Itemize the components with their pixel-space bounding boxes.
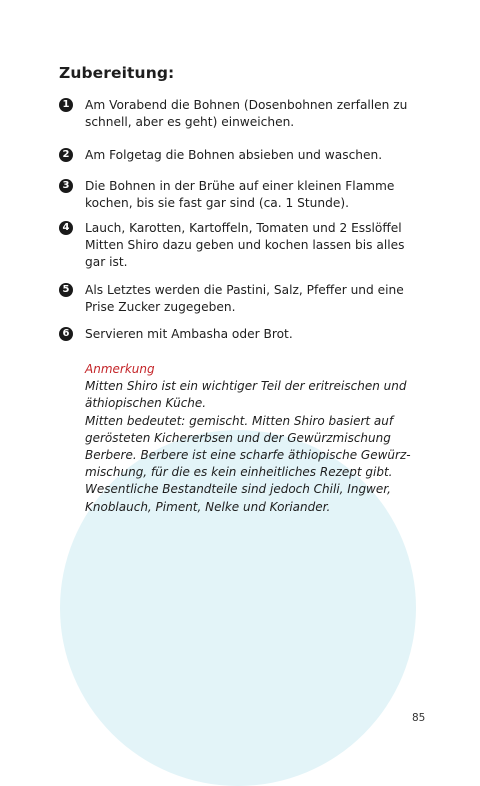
step-text-line: kochen, bis sie fast gar sind (ca. 1 Stunde).	[85, 196, 349, 210]
page-title: Zubereitung:	[59, 64, 175, 82]
step-text-line: Die Bohnen in der Brühe auf einer kleinen Flamme	[85, 179, 395, 193]
note-text-line: mischung, für die es kein einheitliches Rezept gibt.	[85, 465, 393, 480]
step-text-line: Mitten Shiro dazu geben und kochen lassen bis alles	[85, 238, 405, 252]
step-text-line: gar ist.	[85, 255, 128, 269]
step-item	[59, 147, 429, 178]
note-text-line: gerösteten Kichererbsen und der Gewürzmischung	[85, 430, 391, 445]
step-text-line: Servieren mit Ambasha oder Brot.	[85, 327, 293, 341]
step-text-line: schnell, aber es geht) einweichen.	[85, 115, 295, 129]
step-number-badge: 2	[59, 148, 73, 162]
step-list	[59, 97, 429, 346]
note-text-line: Wesentliche Bestandteile sind jedoch Chili, Ingwer,	[85, 482, 391, 497]
step-text-line: Prise Zucker zugegeben.	[85, 300, 236, 314]
step-number-badge: 6	[59, 327, 73, 341]
note-text-line: Mitten bedeutet: gemischt. Mitten Shiro basiert auf	[85, 413, 394, 428]
note-text-line: Berbere. Berbere ist eine scharfe äthiopische Gewürz-	[85, 448, 411, 463]
step-item	[59, 178, 429, 220]
note-text-line: äthiopischen Küche.	[85, 396, 207, 411]
step-number-badge: 1	[59, 98, 73, 112]
step-item	[59, 282, 429, 326]
step-text-line: Am Vorabend die Bohnen (Dosenbohnen zerfallen zu	[85, 98, 408, 112]
step-item	[59, 220, 429, 282]
step-item	[59, 326, 429, 346]
step-item	[59, 97, 429, 147]
note-text-line: Mitten Shiro ist ein wichtiger Teil der eritreischen und	[85, 379, 407, 394]
step-number-badge: 5	[59, 283, 73, 297]
note-box	[85, 361, 435, 516]
step-text-line: Als Letztes werden die Pastini, Salz, Pfeffer und eine	[85, 283, 404, 297]
step-number-badge: 3	[59, 179, 73, 193]
step-number-badge: 4	[59, 221, 73, 235]
step-text-line: Am Folgetag die Bohnen absieben und waschen.	[85, 148, 383, 162]
note-text-line: Knoblauch, Piment, Nelke und Koriander.	[85, 499, 331, 514]
step-text-line: Lauch, Karotten, Kartoffeln, Tomaten und 2 Esslöffel	[85, 221, 402, 235]
note-heading: Anmerkung	[85, 362, 155, 376]
page-number: 85	[412, 712, 426, 724]
